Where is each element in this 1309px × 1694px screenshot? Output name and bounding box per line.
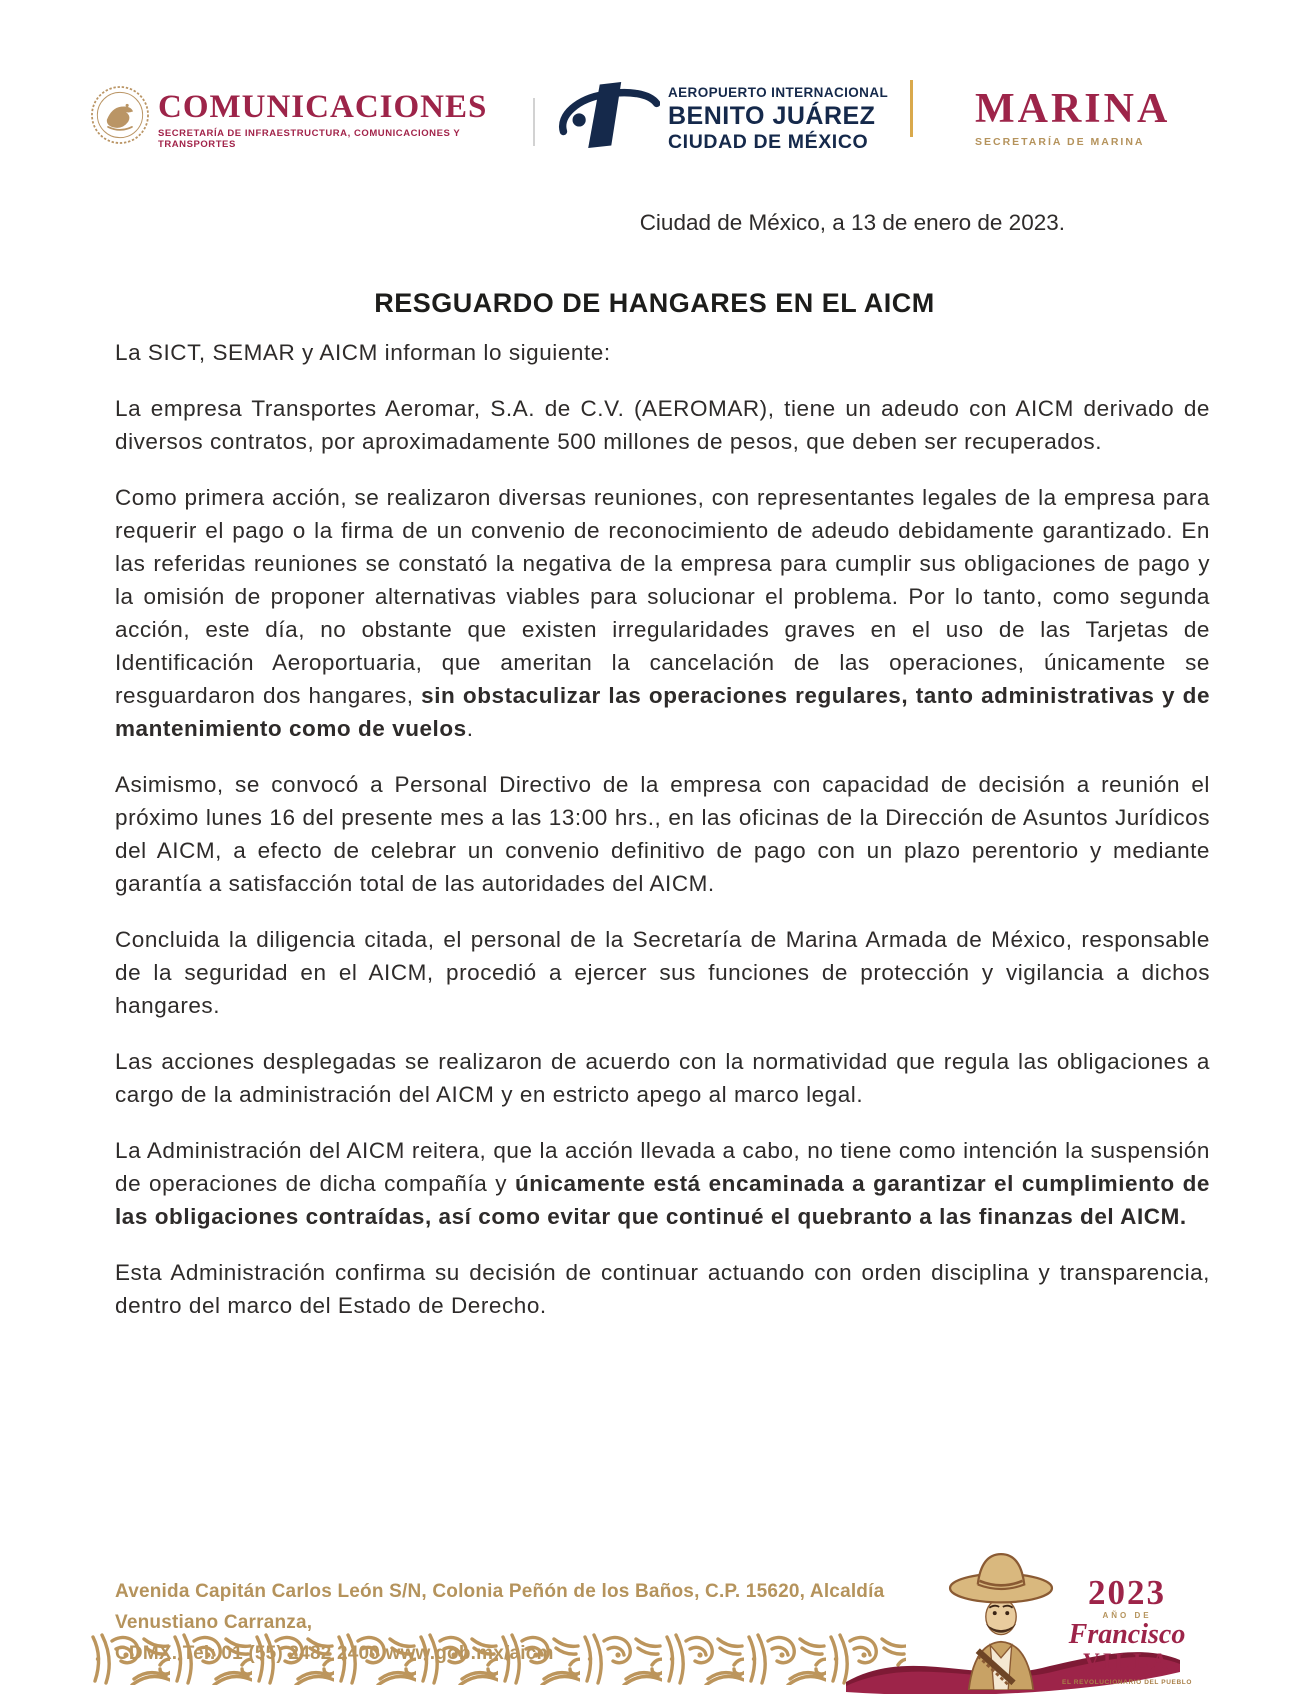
villa-year: 2023 (1088, 1573, 1166, 1612)
body-paragraph: Concluida la diligencia citada, el personal de la Secretaría de Marina Armada de México, responsable de la seguridad en el AICM, procedió a ejercer sus funciones de protección y vigilancia a dichos hangares. (115, 927, 1210, 1018)
body-paragraph: Las acciones desplegadas se realizaron de acuerdo con la normatividad que regula las obligaciones a cargo de la administración del AICM y en estricto apego al marco legal. (115, 1049, 1210, 1107)
page-title: RESGUARDO DE HANGARES EN EL AICM (374, 288, 935, 318)
footer-address-line1: Avenida Capitán Carlos León S/N, Colonia Peñón de los Baños, C.P. 15620, Alcaldía Venustiano Carranza, (115, 1581, 885, 1633)
body-paragraph: La Administración del AICM reitera, que la acción llevada a cabo, no tiene como intención la suspensión de operaciones de dicha compañía y únicamente está encaminada a garantizar el cumplimiento de las obligaciones contraídas, así como evitar que continué el quebranto a las finanzas del AICM. (115, 1138, 1210, 1229)
body-paragraph: La SICT, SEMAR y AICM informan lo siguiente: (115, 340, 611, 365)
body-paragraph: Esta Administración confirma su decisión de continuar actuando con orden disciplina y transparencia, dentro del marco del Estado de Derecho. (115, 1260, 1210, 1318)
aicm-line3: CIUDAD DE MÉXICO (668, 130, 869, 153)
dateline: Ciudad de México, a 13 de enero de 2023. (639, 210, 1065, 235)
aicm-line2: BENITO JUÁREZ (668, 101, 876, 130)
header (0, 0, 1309, 185)
aicm-logo-icon (556, 82, 660, 153)
footer-pattern-icon (88, 1633, 906, 1690)
comunicaciones-title: COMUNICACIONES (158, 89, 488, 125)
logo-aicm (668, 86, 888, 152)
body-paragraph: Como primera acción, se realizaron diversas reuniones, con representantes legales de la empresa para requerir el pago o la firma de un convenio de reconocimiento de adeudo debidamente garantizado. En las referidas reuniones se constató la negativa de la empresa para cumplir sus obligaciones de pago y la omisión de proponer alternativas viables para solucionar el problema. Por lo tanto, como segunda acción, este día, no obstante que existen irregularidades graves en el uso de las Tarjetas de Identificación Aeroportuaria, que ameritan la cancelación de las operaciones, únicamente se resguardaron dos hangares, sin obstaculizar las operaciones regulares, tanto administrativas y de mantenimiento como de vuelos. (115, 485, 1211, 741)
aicm-line1: AEROPUERTO INTERNACIONAL (668, 85, 889, 100)
marina-title: MARINA (975, 86, 1171, 132)
villa-last-name: VILLA (1083, 1649, 1171, 1674)
villa-first-name: Francisco (1068, 1619, 1186, 1650)
villa-portrait-icon (938, 1538, 1064, 1694)
mexico-eagle-seal-icon (90, 84, 150, 151)
villa-caption: EL REVOLUCIONARIO DEL PUEBLO (1062, 1679, 1192, 1686)
logo-comunicaciones (158, 90, 488, 150)
comunicaciones-subtitle: SECRETARÍA DE INFRAESTRUCTURA, COMUNICACIONES Y TRANSPORTES (158, 128, 461, 150)
villa-2023-wordmark (1062, 1573, 1192, 1686)
body-paragraph: La empresa Transportes Aeromar, S.A. de C.V. (AEROMAR), tiene un adeudo con AICM derivado de diversos contratos, por aproximadamente 500 millones de pesos, que deben ser recuperados. (115, 396, 1210, 454)
header-divider-gold (910, 80, 913, 137)
marina-subtitle: SECRETARÍA DE MARINA (975, 136, 1145, 148)
header-divider-gray (533, 98, 535, 146)
body-paragraphs (115, 336, 1210, 1345)
logo-marina (975, 88, 1205, 148)
villa-ano-de: AÑO DE (1102, 1611, 1152, 1620)
body-paragraph: Asimismo, se convocó a Personal Directivo de la empresa con capacidad de decisión a reunión el próximo lunes 16 del presente mes a las 13:00 hrs., en las oficinas de la Dirección de Asuntos Jurídicos del AICM, a efecto de celebrar un convenio definitivo de pago con un plazo perentorio y mediante garantía a satisfacción total de las autoridades del AICM. (115, 772, 1210, 896)
